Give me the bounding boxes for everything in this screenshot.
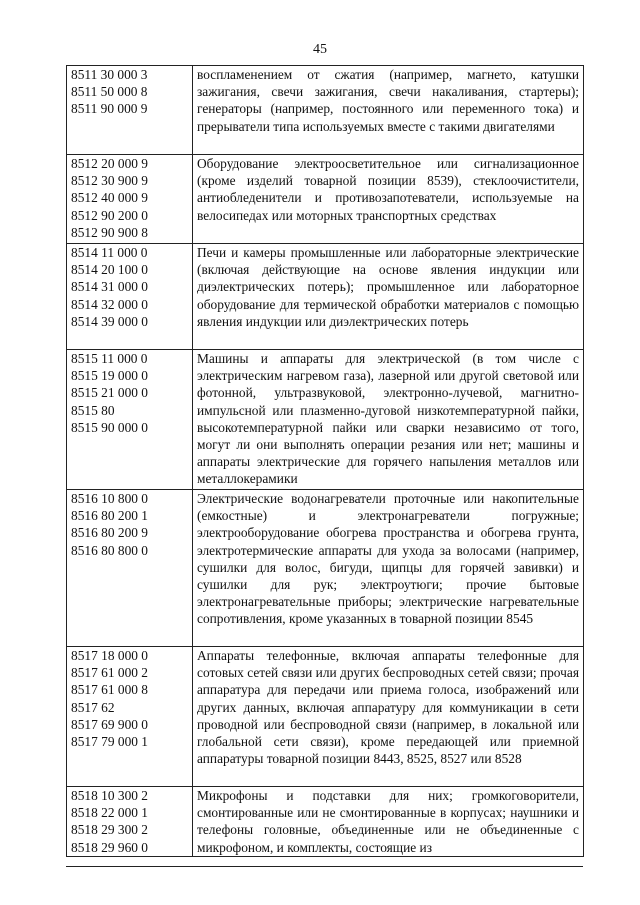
tariff-code: 8515 90 000 0 — [71, 419, 148, 435]
table-row — [67, 647, 584, 787]
page-bottom-rule — [66, 866, 583, 867]
tariff-code-table — [66, 65, 584, 857]
tariff-code: 8514 32 000 0 — [71, 296, 148, 312]
tariff-code: 8514 11 000 0 — [71, 245, 148, 260]
tariff-code: 8518 29 300 2 — [71, 822, 148, 838]
table-row — [67, 155, 584, 244]
tariff-code: 8517 79 000 1 — [71, 734, 148, 750]
tariff-code: 8517 61 000 2 — [71, 665, 148, 681]
tariff-code: 8512 40 000 9 — [71, 190, 148, 206]
tariff-code: 8518 29 960 0 — [71, 839, 148, 855]
tariff-code: 8511 50 000 8 — [71, 84, 148, 100]
description-cell: Машины и аппараты для электрической (в том числе с электрическим нагревом газа), лазерной или другой световой или фотонной, ультразвуковой, электронно-лучевой, магнитно-импульсной или плазменно-дуговой низкотемпературной пайки, высокотемпературной пайки или сварки независимо от того, могут ли они выполнять операции резания или нет; машины и аппараты электрические для горячего напыления металлов или металлокерамики — [193, 350, 584, 490]
table-row — [67, 350, 584, 490]
tariff-code: 8515 11 000 0 — [71, 351, 148, 366]
table-row — [67, 490, 584, 647]
tariff-code: 8514 31 000 0 — [71, 279, 148, 295]
tariff-code: 8514 20 100 0 — [71, 262, 148, 278]
description-cell: Аппараты телефонные, включая аппараты телефонные для сотовых сетей связи или других беспроводных сетей связи; прочая аппаратура для передачи или приема голоса, изображений или других данных, включая аппаратуру для коммуникации в сети проводной или беспроводной связи (например, в локальной или глобальной сети связи), кроме передающей или приемной аппаратуры товарной позиции 8443, 8525, 8527 или 8528 — [193, 647, 584, 787]
tariff-code: 8512 90 900 8 — [71, 224, 148, 240]
description-cell: Микрофоны и подставки для них; громкоговорители, смонтированные или не смонтированные в корпусах; наушники и телефоны головные, объединенные или не объединенные с микрофоном, и комплекты, состоящие из — [193, 787, 584, 857]
table-row — [67, 66, 584, 155]
code-cell — [67, 787, 193, 857]
page-number: 45 — [313, 42, 327, 57]
tariff-code: 8516 10 800 0 — [71, 491, 148, 506]
code-cell — [67, 155, 193, 244]
tariff-code: 8511 90 000 9 — [71, 101, 148, 117]
table-row — [67, 244, 584, 350]
code-cell — [67, 66, 193, 155]
tariff-code: 8511 30 000 3 — [71, 67, 148, 82]
tariff-code: 8512 20 000 9 — [71, 156, 148, 171]
description-cell: Печи и камеры промышленные или лабораторные электрические (включая действующие на основе явления индукции или диэлектрических потерь); промышленное или лабораторное оборудование для термической обработки материалов с помощью явления индукции или диэлектрических потерь — [193, 244, 584, 350]
tariff-code: 8518 10 300 2 — [71, 788, 148, 803]
tariff-code: 8518 22 000 1 — [71, 805, 148, 821]
tariff-code: 8517 18 000 0 — [71, 648, 148, 663]
tariff-code: 8516 80 200 1 — [71, 508, 148, 524]
tariff-code: 8514 39 000 0 — [71, 313, 148, 329]
tariff-code: 8512 30 900 9 — [71, 173, 148, 189]
code-cell — [67, 490, 193, 647]
code-cell — [67, 350, 193, 490]
tariff-code: 8515 80 — [71, 402, 115, 418]
table-row — [67, 787, 584, 857]
tariff-code: 8516 80 800 0 — [71, 542, 148, 558]
description-cell: Электрические водонагреватели проточные или накопительные (емкостные) и электронагреватели погружные; электрооборудование обогрева пространства и обогрева грунта, электротермические аппараты для ухода за волосами (например, сушилки для волос, бигуди, щипцы для горячей завивки) и сушилки для рук; электроутюги; прочие бытовые электронагревательные приборы; электрические нагревательные сопротивления, кроме указанных в товарной позиции 8545 — [193, 490, 584, 647]
description-cell: Оборудование электроосветительное или сигнализационное (кроме изделий товарной позиции 8539), стеклоочистители, антиобледенители и противозапотеватели, используемые на велосипедах или моторных транспортных средствах — [193, 155, 584, 244]
description-cell: воспламенением от сжатия (например, магнето, катушки зажигания, свечи зажигания, свечи накаливания, стартеры); генераторы (например, постоянного или переменного тока) и прерыватели типа используемых вместе с такими двигателями — [193, 66, 584, 155]
tariff-code: 8515 21 000 0 — [71, 385, 148, 401]
tariff-code: 8517 61 000 8 — [71, 682, 148, 698]
tariff-code: 8517 62 — [71, 699, 115, 715]
tariff-code: 8515 19 000 0 — [71, 368, 148, 384]
code-cell — [67, 244, 193, 350]
code-cell — [67, 647, 193, 787]
tariff-code: 8516 80 200 9 — [71, 525, 148, 541]
tariff-code: 8512 90 200 0 — [71, 207, 148, 223]
tariff-code: 8517 69 900 0 — [71, 716, 148, 732]
